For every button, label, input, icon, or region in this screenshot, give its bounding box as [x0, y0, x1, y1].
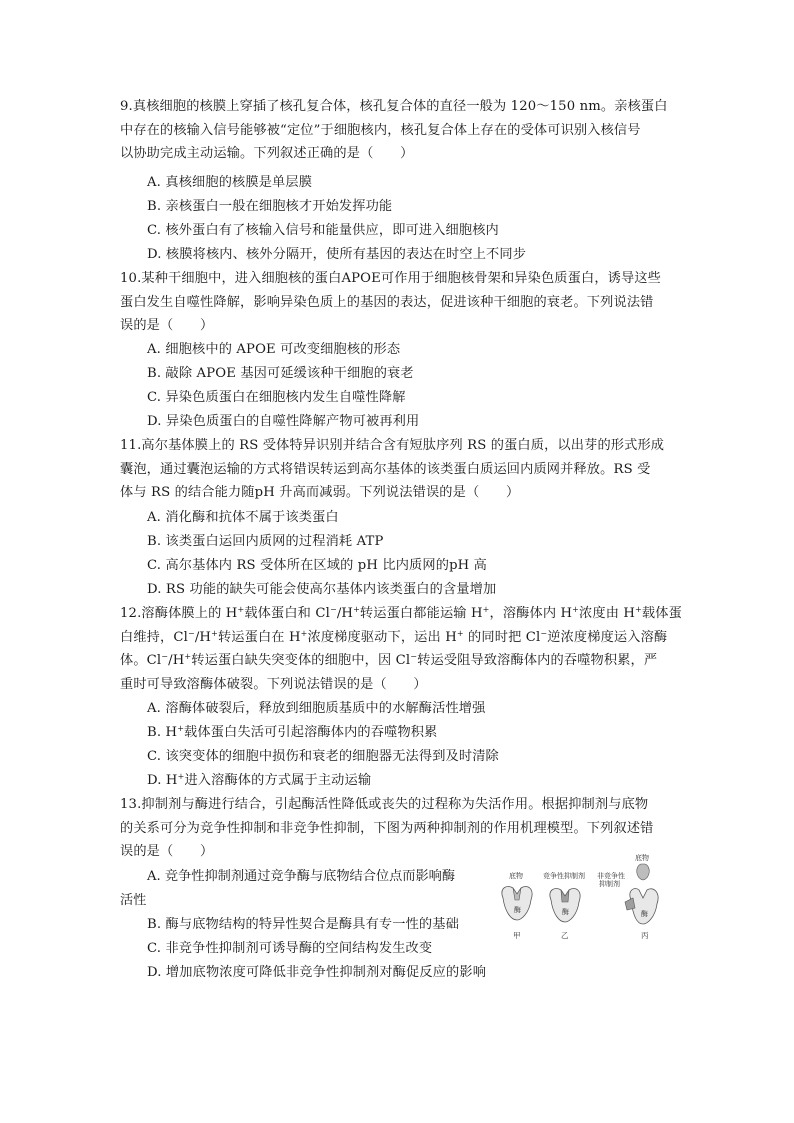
- q13-option-b[interactable]: B. 酶与底物结构的特异性契合是酶具有专一性的基础: [147, 917, 459, 932]
- q11-option-c[interactable]: C. 高尔基体内 RS 受体所在区域的 pH 比内质网的pH 高: [147, 558, 487, 573]
- question-9-stem: [120, 95, 680, 166]
- q10-option-c[interactable]: C. 异染色质蛋白在细胞核内发生自噬性降解: [147, 390, 406, 405]
- q9-stem-line: 中存在的核输入信号能够被“定位”于细胞核内，核孔复合体上存在的受体可识别入核信号: [120, 122, 641, 138]
- q10-option-b[interactable]: B. 敲除 APOE 基因可延缓该种干细胞的衰老: [147, 366, 414, 381]
- q13-option-d[interactable]: D. 增加底物浓度可降低非竞争性抑制剂对酶促反应的影响: [147, 965, 487, 980]
- q9-option-c[interactable]: C. 核外蛋白有了核输入信号和能量供应，即可进入细胞核内: [147, 223, 499, 238]
- enzyme-label: 酶: [562, 908, 569, 916]
- q10-stem-line: 蛋白发生自噬性降解，影响异染色质上的基因的表达，促进该种干细胞的衰老。下列说法错: [120, 294, 654, 310]
- q11-option-a[interactable]: A. 消化酶和抗体不属于该类蛋白: [147, 510, 339, 525]
- q10-stem-line: 误的是（ ）: [120, 318, 214, 333]
- q12-option-b[interactable]: B. H+载体蛋白失活可引起溶酶体内的吞噬物积累: [147, 724, 438, 740]
- q13-option-c[interactable]: C. 非竞争性抑制剂可诱导酶的空间结构发生改变: [147, 941, 433, 956]
- question-12-stem: [120, 602, 680, 696]
- caption-bing: 丙: [641, 931, 649, 940]
- q10-option-d[interactable]: D. 异染色质蛋白的自噬性降解产物可被再利用: [147, 414, 420, 429]
- q9-option-b[interactable]: B. 亲核蛋白一般在细胞核才开始发挥功能: [147, 199, 393, 214]
- q9-option-d[interactable]: D. 核膜将核内、核外分隔开，使所有基因的表达在时空上不同步: [147, 247, 527, 262]
- enzyme-inhibition-figure: [493, 848, 683, 944]
- caption-yi: 乙: [561, 931, 569, 940]
- enzyme-label: 酶: [641, 910, 648, 918]
- q13-option-a[interactable]: [120, 865, 490, 912]
- question-11-stem: [120, 434, 680, 505]
- question-10-stem: [120, 267, 680, 338]
- q13-stem-line: 的关系可分为竞争性抑制和非竞争性抑制，下图为两种抑制剂的作用机理模型。下列叙述错: [120, 820, 654, 836]
- q12-option-a[interactable]: A. 溶酶体破裂后，释放到细胞质基质中的水解酶活性增强: [147, 701, 486, 716]
- noncompetitive-inhibitor-label: 抑制剂: [599, 880, 620, 888]
- q13-option-a-line: 活性: [120, 892, 147, 908]
- substrate-label: 底物: [635, 854, 649, 862]
- substrate-label: 底物: [509, 872, 523, 880]
- q13-stem-line: 13.抑制剂与酶进行结合，引起酶活性降低或丧失的过程称为失活作用。根据抑制剂与底物: [120, 797, 649, 812]
- q11-stem-line: 11.高尔基体膜上的 RS 受体特异识别并结合含有短肽序列 RS 的蛋白质，以出芽的形式形成: [120, 438, 665, 453]
- q11-stem-line: 囊泡，通过囊泡运输的方式将错误转运到高尔基体的该类蛋白质运回内质网并释放。RS 受: [120, 461, 651, 477]
- q12-stem-line-1: 12.溶酶体膜上的 H+载体蛋白和 Cl−/H+转运蛋白都能运输 H+，溶酶体内 H+浓度由 H+载体蛋: [120, 605, 682, 621]
- enzyme-inhibition-diagram: [493, 848, 683, 944]
- q9-option-a[interactable]: A. 真核细胞的核膜是单层膜: [147, 175, 313, 190]
- noncompetitive-inhibitor-shape: [625, 898, 635, 910]
- substrate-shape: [637, 864, 650, 880]
- competitive-inhibitor-label: 竞争性抑制剂: [543, 872, 585, 880]
- q12-stem-line-2: 白维持，Cl−/H+转运蛋白在 H+浓度梯度驱动下，运出 H+ 的同时把 Cl−逆浓度梯度运入溶酶: [120, 628, 668, 645]
- q12-option-d[interactable]: D. H+进入溶酶体的方式属于主动运输: [147, 772, 372, 788]
- caption-jia: 甲: [513, 931, 521, 940]
- q13-option-a-line: A. 竞争性抑制剂通过竞争酶与底物结合位点而影响酶: [147, 869, 456, 884]
- q12-option-c[interactable]: C. 该突变体的细胞中损伤和衰老的细胞器无法得到及时清除: [147, 749, 499, 764]
- enzyme-shape: [550, 888, 580, 922]
- q11-option-d[interactable]: D. RS 功能的缺失可能会使高尔基体内该类蛋白的含量增加: [147, 582, 497, 597]
- q9-stem-line: 以协助完成主动运输。下列叙述正确的是（ ）: [120, 146, 414, 161]
- q10-stem-line: 10.某种干细胞中，进入细胞核的蛋白APOE可作用于细胞核骨架和异染色质蛋白，诱导这些: [120, 271, 662, 286]
- q12-stem-line-4: 重时可导致溶酶体破裂。下列说法错误的是（ ）: [120, 676, 427, 692]
- q9-stem-line: 9.真核细胞的核膜上穿插了核孔复合体，核孔复合体的直径一般为 120～150 nm。亲核蛋白: [120, 99, 668, 114]
- q12-stem-line-3: 体。Cl−/H+转运蛋白缺失突变体的细胞中，因 Cl−转运受阻导致溶酶体内的吞噬物积累，严: [120, 652, 658, 668]
- enzyme-label: 酶: [514, 906, 521, 914]
- q13-stem-line: 误的是（ ）: [120, 844, 214, 859]
- competitive-inhibitor-shape: [561, 890, 569, 902]
- q11-stem-line: 体与 RS 的结合能力随pH 升高而减弱。下列说法错误的是（ ）: [120, 485, 520, 500]
- q10-option-a[interactable]: A. 细胞核中的 APOE 可改变细胞核的形态: [147, 342, 401, 357]
- q11-option-b[interactable]: B. 该类蛋白运回内质网的过程消耗 ATP: [147, 534, 384, 549]
- enzyme-shape: [502, 886, 532, 920]
- noncompetitive-inhibitor-label: 非竞争性: [597, 872, 625, 880]
